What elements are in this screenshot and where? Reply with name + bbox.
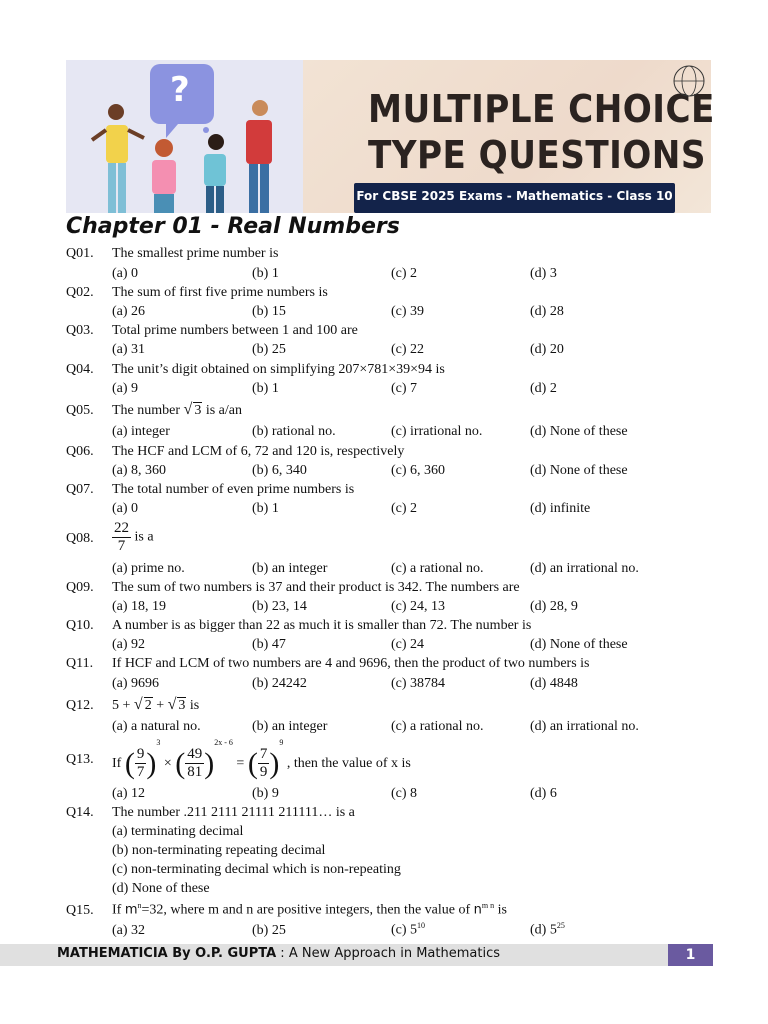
option-b: (b) rational no. (252, 424, 336, 439)
option-d: (d) 28 (530, 304, 564, 319)
option-d: (d) 28, 9 (530, 599, 578, 614)
option-d: (d) None of these (530, 463, 628, 478)
option-c: (c) 24 (391, 637, 425, 652)
question-text: Total prime numbers between 1 and 100 are (112, 323, 358, 338)
option-c: (c) 8 (391, 786, 418, 801)
question-number: Q03. (66, 323, 94, 338)
question-number: Q10. (66, 618, 94, 633)
footer-tagline: : A New Approach in Mathematics (276, 946, 500, 961)
question-number: Q04. (66, 362, 94, 377)
option-d: (d) 6 (530, 786, 557, 801)
denominator: 7 (117, 538, 126, 554)
question-text-post: is a/an (205, 403, 242, 418)
option-a: (a) prime no. (112, 561, 185, 576)
option-d (530, 921, 565, 939)
banner-title (368, 86, 715, 178)
question-number: Q11. (66, 656, 94, 671)
times-sign: × (163, 755, 172, 771)
radicand: 3 (194, 403, 202, 418)
exponent: n (137, 901, 142, 910)
exponent: m n (481, 901, 495, 910)
option-b: (b) 23, 14 (252, 599, 307, 614)
option-d-base: (d) 5 (530, 922, 557, 938)
option-b: (b) 47 (252, 637, 286, 652)
option-c: (c) 39 (391, 304, 425, 319)
option-a: (a) a natural no. (112, 719, 201, 734)
option-b: (b) an integer (252, 561, 328, 576)
numerator: 7 (259, 746, 268, 763)
question-number: Q01. (66, 246, 94, 261)
banner-subtitle: For CBSE 2025 Exams - Mathematics - Class 10 (354, 183, 675, 213)
option-a: (a) 8, 360 (112, 463, 167, 478)
option-d: (d) None of these (530, 424, 628, 439)
option-c: (c) non-terminating decimal which is non-repeating (112, 862, 401, 877)
option-c: (c) 7 (391, 381, 418, 396)
option-d: (d) infinite (530, 501, 591, 516)
question-text: The sum of first five prime numbers is (112, 285, 328, 300)
expression-part: 5 + (112, 698, 131, 713)
question-text-end: is (497, 902, 507, 918)
exponent: 2x - 6 (214, 738, 233, 747)
numerator: 9 (136, 746, 145, 763)
chapter-title: Chapter 01 - Real Numbers (66, 214, 400, 239)
exponent: 3 (156, 738, 161, 747)
question-number: Q02. (66, 285, 94, 300)
question-text-pre: The number (112, 403, 181, 418)
option-c: (c) 6, 360 (391, 463, 446, 478)
option-b: (b) 1 (252, 501, 279, 516)
radicand: 3 (178, 698, 186, 713)
footer-text (57, 946, 500, 961)
question-text: If ( $\frac{9}{7}$ )$^3$ × ( $\frac{49}{81}$ )$^{2x - 6}$ = ( $\frac{7}{9}$ )$^9$ , then the value of x is (112, 738, 411, 781)
question-number: Q08. (66, 531, 94, 546)
if-label: If (112, 755, 122, 771)
question-text-post: is (189, 698, 200, 713)
question-text: The smallest prime number is (112, 246, 279, 261)
question-text: The number √ 3 is a/an (112, 401, 242, 418)
option-b: (b) 25 (252, 923, 286, 938)
option-d: (d) 2 (530, 381, 557, 396)
fraction (185, 746, 204, 781)
exponent: 25 (556, 921, 565, 930)
fraction (135, 746, 147, 781)
fraction (112, 520, 131, 555)
question-number: Q14. (66, 805, 94, 820)
question-number: Q09. (66, 580, 94, 595)
question-text: The HCF and LCM of 6, 72 and 120 is, respectively (112, 444, 405, 459)
question-text-post: , then the value of x is (286, 755, 411, 771)
option-d: (d) an irrational no. (530, 561, 639, 576)
banner-title-line1: MULTIPLE CHOICE (368, 87, 715, 131)
question-text-mid: , where m and n are positive integers, then the value of (163, 902, 471, 918)
option-a: (a) 31 (112, 342, 146, 357)
option-b: (b) 6, 340 (252, 463, 307, 478)
option-b: (b) 1 (252, 381, 279, 396)
radicand: 2 (144, 698, 152, 713)
question-text (112, 520, 154, 555)
option-c: (c) a rational no. (391, 719, 484, 734)
question-text-post: is a (134, 529, 154, 545)
option-b: (b) 25 (252, 342, 286, 357)
option-c-base: (c) 5 (391, 922, 418, 938)
exponent: 10 (417, 921, 426, 930)
option-d: (d) None of these (530, 637, 628, 652)
question-text: The total number of even prime numbers is (112, 482, 355, 497)
option-d: (d) 20 (530, 342, 564, 357)
option-a: (a) 32 (112, 923, 146, 938)
footer-brand: MATHEMATICIA By O.P. GUPTA (57, 946, 277, 961)
denominator: 81 (187, 764, 203, 781)
page-number: 1 (668, 944, 713, 966)
option-a: (a) integer (112, 424, 170, 439)
question-number: Q05. (66, 403, 94, 418)
if-label: If (112, 902, 122, 918)
option-c: (c) 22 (391, 342, 425, 357)
denominator: 9 (259, 764, 268, 781)
option-b: (b) 15 (252, 304, 286, 319)
numerator: 22 (114, 520, 129, 536)
question-mark-icon: ? (170, 70, 190, 110)
equals-sign: = (236, 755, 245, 771)
option-a: (a) 9 (112, 381, 139, 396)
option-c: (c) a rational no. (391, 561, 484, 576)
option-c (391, 921, 425, 939)
denominator: 7 (136, 764, 145, 781)
illustration-panel (66, 60, 303, 213)
option-b: (b) 1 (252, 266, 279, 281)
question-number: Q15. (66, 903, 94, 918)
option-a: (a) 26 (112, 304, 146, 319)
option-a: (a) 0 (112, 501, 139, 516)
option-a: (a) 18, 19 (112, 599, 167, 614)
fraction (258, 746, 270, 781)
option-b: (b) 24242 (252, 676, 307, 691)
question-text: A number is as bigger than 22 as much it is smaller than 72. The number is (112, 618, 532, 633)
option-c: (c) 2 (391, 266, 418, 281)
option-a: (a) 12 (112, 786, 146, 801)
option-c: (c) 38784 (391, 676, 446, 691)
option-d: (d) 4848 (530, 676, 578, 691)
question-number: Q06. (66, 444, 94, 459)
question-text: The unit’s digit obtained on simplifying 207×781×39×94 is (112, 362, 445, 377)
option-c: (c) irrational no. (391, 424, 483, 439)
option-d: (d) 3 (530, 266, 557, 281)
question-text: 5 + √ 2 + √ 3 is (112, 696, 200, 713)
equation-rhs: =32 (141, 902, 164, 918)
base: m (124, 902, 138, 918)
question-number: Q07. (66, 482, 94, 497)
option-b: (b) non-terminating repeating decimal (112, 843, 326, 858)
option-a: (a) terminating decimal (112, 824, 244, 839)
base: n (473, 902, 482, 918)
option-b: (b) 9 (252, 786, 279, 801)
question-text: If HCF and LCM of two numbers are 4 and 9696, then the product of two numbers is (112, 656, 590, 671)
numerator: 49 (187, 746, 203, 763)
option-a: (a) 0 (112, 266, 139, 281)
option-d: (d) None of these (112, 881, 210, 896)
question-text: The sum of two numbers is 37 and their product is 342. The numbers are (112, 580, 520, 595)
question-number: Q13. (66, 752, 94, 767)
globe-icon (672, 64, 706, 98)
option-c: (c) 24, 13 (391, 599, 446, 614)
question-number: Q12. (66, 698, 94, 713)
option-a: (a) 9696 (112, 676, 160, 691)
question-text: The number .211 2111 21111 211111… is a (112, 805, 355, 820)
option-d: (d) an irrational no. (530, 719, 639, 734)
banner-title-line2: TYPE QUESTIONS (368, 133, 706, 177)
option-b: (b) an integer (252, 719, 328, 734)
question-text (112, 901, 507, 919)
option-a: (a) 92 (112, 637, 146, 652)
expression-part: + (156, 698, 165, 713)
option-c: (c) 2 (391, 501, 418, 516)
exponent: 9 (279, 738, 284, 747)
